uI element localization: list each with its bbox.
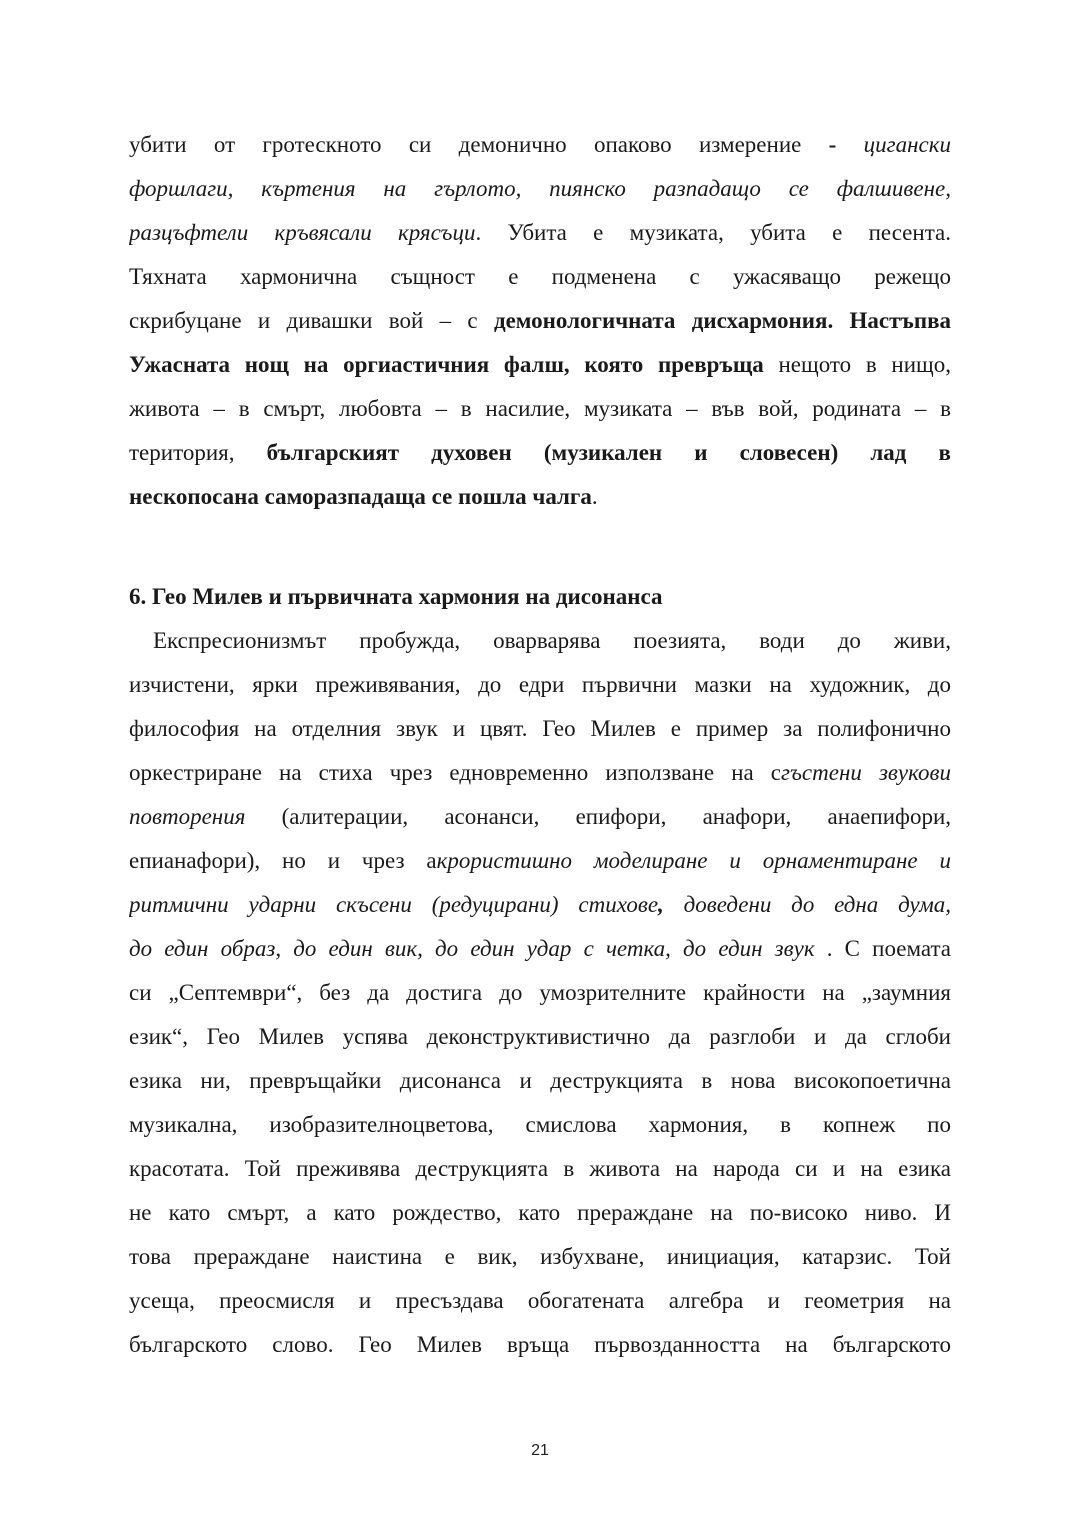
text-line: усеща, преосмисля и пресъздава обогатената алгебра и геометрия на: [129, 1288, 951, 1313]
section-heading: 6. Гео Милев и първичната хармония на дисонанса: [129, 584, 663, 609]
text-line: форшлаги, къртения на гърлото, пиянско разпадащо се фалшивене,: [129, 176, 951, 201]
text-line: Експресионизмът пробужда, оварварява поезията, води до живи,: [153, 628, 951, 653]
text-line: това прераждане наистина е вик, избухване, инициация, катарзис. Той: [129, 1244, 951, 1269]
text-line: територия, българският духовен (музикален и словесен) лад в: [129, 440, 951, 465]
text-line: българското слово. Гео Милев връща първозданността на българското: [129, 1332, 951, 1357]
text-line: убити от гротескното си демонично опаково измерение - цигански: [129, 132, 951, 157]
text-line: скрибуцане и дивашки вой – с демонологичната дисхармония. Настъпва: [129, 308, 951, 333]
text-line: до един образ, до един вик, до един удар с четка, до един звук . С поемата: [129, 936, 951, 961]
text-line: красотата. Той преживява деструкцията в живота на народа си и на езика: [129, 1156, 951, 1181]
text-line: музикална, изобразителноцветова, смислова хармония, в копнеж по: [129, 1112, 951, 1137]
text-line: Тяхната хармонична същност е подменена с ужасяващо режещо: [129, 264, 951, 289]
paragraph-geo-milev: [129, 619, 951, 1367]
text-line: живота – в смърт, любовта – в насилие, музиката – във вой, родината – в: [129, 396, 951, 421]
text-line: изчистени, ярки преживявания, до едри първични мазки на художник, до: [129, 672, 951, 697]
page-number: 21: [531, 1442, 549, 1459]
text-line: философия на отделния звук и цвят. Гео Милев е пример за полифонично: [129, 716, 951, 741]
text-line: език“, Гео Милев успява деконструктивистично да разглоби и да сглоби: [129, 1024, 951, 1049]
paragraph-chalga: [129, 123, 951, 519]
text-line: не като смърт, а като рождество, като прераждане на по-високо ниво. И: [129, 1200, 951, 1225]
text-line: епианафори), но и чрез акрористишно моделиране и орнаментиране и: [129, 848, 951, 873]
text-line: Ужасната нощ на оргиастичния фалш, която превръща нещото в нищо,: [129, 352, 951, 377]
text-line: нескопосана саморазпадаща се пошла чалга.: [129, 484, 598, 509]
text-line: ритмични ударни скъсени (редуцирани) стихове, доведени до една дума,: [129, 892, 951, 917]
text-line: повторения (алитерации, асонанси, епифори, анафори, анаепифори,: [129, 804, 951, 829]
text-line: разцъфтели кръвясали крясъци. Убита е музиката, убита е песента.: [129, 220, 951, 245]
text-line: оркестриране на стиха чрез едновременно използване на сгъстени звукови: [129, 760, 951, 785]
text-line: езика ни, превръщайки дисонанса и деструкцията в нова високопоетична: [129, 1068, 951, 1093]
text-line: си „Септември“, без да достига до умозрителните крайности на „заумния: [129, 980, 951, 1005]
